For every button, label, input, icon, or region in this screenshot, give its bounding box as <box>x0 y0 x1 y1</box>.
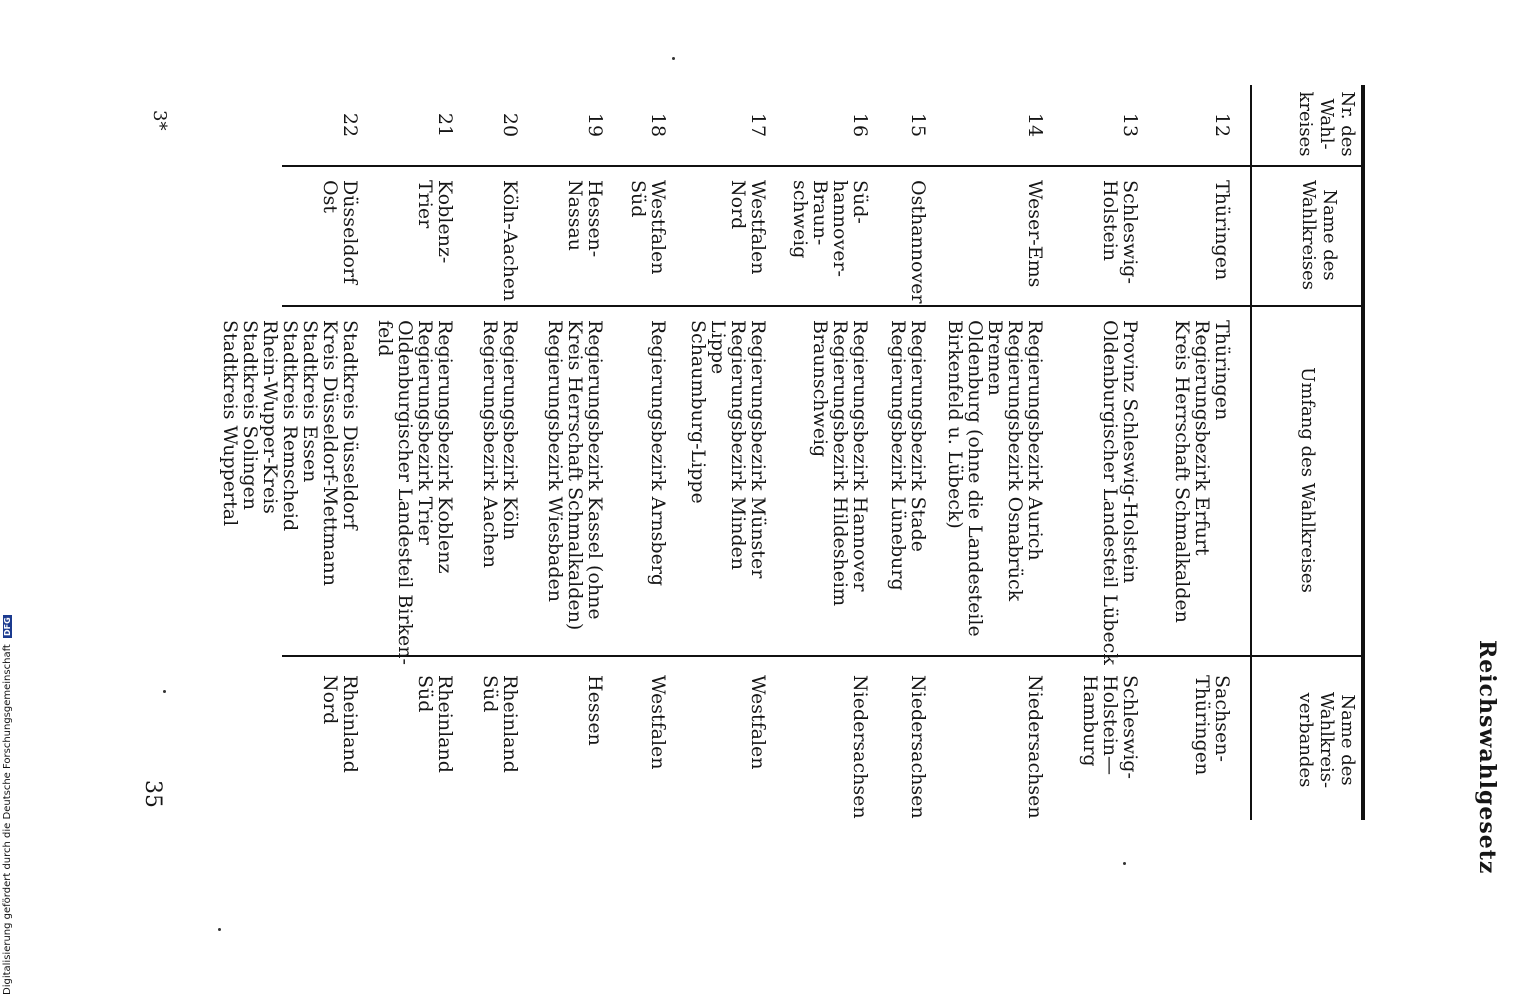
row-16-verband: Niedersachsen <box>849 675 871 819</box>
row-13-nr: 13 <box>1119 112 1141 138</box>
header-umfang: Umfang des Wahlkreises <box>1297 367 1318 593</box>
row-12-nr: 12 <box>1211 112 1233 138</box>
row-21-umfang: Regierungsbezirk Koblenz Regierungsbezirk Trier Oldenburgischer Landesteil Birken- feld <box>374 320 456 665</box>
row-21-nr: 21 <box>434 112 456 138</box>
row-15-verband: Niedersachsen <box>907 675 929 819</box>
row-13-verband: Schleswig- Holstein— Hamburg <box>1079 675 1141 779</box>
row-14-name: Weser-Ems <box>1024 180 1046 288</box>
row-12-umfang: Thüringen Regierungsbezirk Erfurt Kreis Herrschaft Schmalkalden <box>1171 320 1233 623</box>
row-15-nr: 15 <box>907 112 929 138</box>
header-verband: Name des Wahlkreis- verbandes <box>1295 691 1358 789</box>
row-19-nr: 19 <box>584 112 606 138</box>
row-19-verband: Hessen <box>584 675 606 746</box>
row-20-umfang: Regierungsbezirk Köln Regierungsbezirk Aachen <box>479 320 521 569</box>
row-22-verband: Rheinland Nord <box>319 675 361 773</box>
row-15-umfang: Regierungsbezirk Stade Regierungsbezirk Lüneburg <box>887 320 929 591</box>
row-14-umfang: Regierungsbezirk Aurich Regierungsbezirk Osnabrück Bremen Oldenburg (ohne die Landesteile Birkenfeld u. Lübeck) <box>944 320 1046 637</box>
scan-speck <box>672 57 675 60</box>
row-20-name: Köln-Aachen <box>499 180 521 302</box>
dfg-logo: DFG <box>3 617 12 636</box>
row-16-name: Süd- hannover- Braun- schweig <box>789 180 871 277</box>
row-18-umfang: Regierungsbezirk Arnsberg <box>647 320 669 587</box>
credit-text: Digitalisierung gefördert durch die Deutsche Forschungsgemeinschaft <box>2 644 13 995</box>
row-18-verband: Westfalen <box>647 675 669 770</box>
row-14-verband: Niedersachsen <box>1024 675 1046 819</box>
row-12-verband: Sachsen- Thüringen <box>1191 675 1233 776</box>
row-18-nr: 18 <box>647 112 669 138</box>
row-16-nr: 16 <box>849 112 871 138</box>
page-number: 35 <box>140 780 165 808</box>
row-20-nr: 20 <box>499 112 521 138</box>
row-17-nr: 17 <box>747 112 769 138</box>
row-20-verband: Rheinland Süd <box>479 675 521 773</box>
scan-speck <box>1123 862 1126 865</box>
column-divider <box>282 305 1362 307</box>
table-header-rule <box>1250 85 1252 820</box>
row-22-name: Düsseldorf Ost <box>319 180 361 285</box>
column-divider <box>282 165 1362 167</box>
row-17-verband: Westfalen <box>747 675 769 770</box>
row-22-umfang: Stadtkreis Düsseldorf Kreis Düsseldorf-Mettmann Stadtkreis Essen Stadtkreis Remscheid Rhein-Wupper-Kreis Stadtkreis Solingen Stadtkreis Wuppertal <box>219 320 361 586</box>
row-22-nr: 22 <box>339 112 361 138</box>
scan-speck <box>163 690 166 693</box>
table-top-rule <box>1361 85 1365 820</box>
digitization-credit <box>2 605 13 995</box>
row-18-name: Westfalen Süd <box>627 180 669 275</box>
row-19-name: Hessen- Nassau <box>564 180 606 258</box>
row-13-umfang: Provinz Schleswig-Holstein Oldenburgischer Landesteil Lübeck <box>1099 320 1141 665</box>
row-12-name: Thüringen <box>1211 180 1233 281</box>
row-17-umfang: Regierungsbezirk Münster Regierungsbezirk Minden Lippe Schaumburg-Lippe <box>687 320 769 579</box>
scan-speck <box>218 928 221 931</box>
row-13-name: Schleswig- Holstein <box>1099 180 1141 284</box>
header-name: Name des Wahlkreises <box>1298 179 1340 291</box>
header-nr: Nr. des Wahl- kreises <box>1295 91 1358 157</box>
row-19-umfang: Regierungsbezirk Kassel (ohne Kreis Herrschaft Schmalkalden) Regierungsbezirk Wiesbaden <box>544 320 606 631</box>
page-title: Reichswahlgesetz <box>1474 640 1500 875</box>
row-16-umfang: Regierungsbezirk Hannover Regierungsbezirk Hildesheim Braunschweig <box>809 320 871 607</box>
sheet-mark: 3* <box>149 110 170 131</box>
row-21-name: Koblenz- Trier <box>414 180 456 264</box>
row-21-verband: Rheinland Süd <box>414 675 456 773</box>
row-14-nr: 14 <box>1024 112 1046 138</box>
row-17-name: Westfalen Nord <box>727 180 769 275</box>
row-15-name: Osthannover <box>907 180 929 304</box>
